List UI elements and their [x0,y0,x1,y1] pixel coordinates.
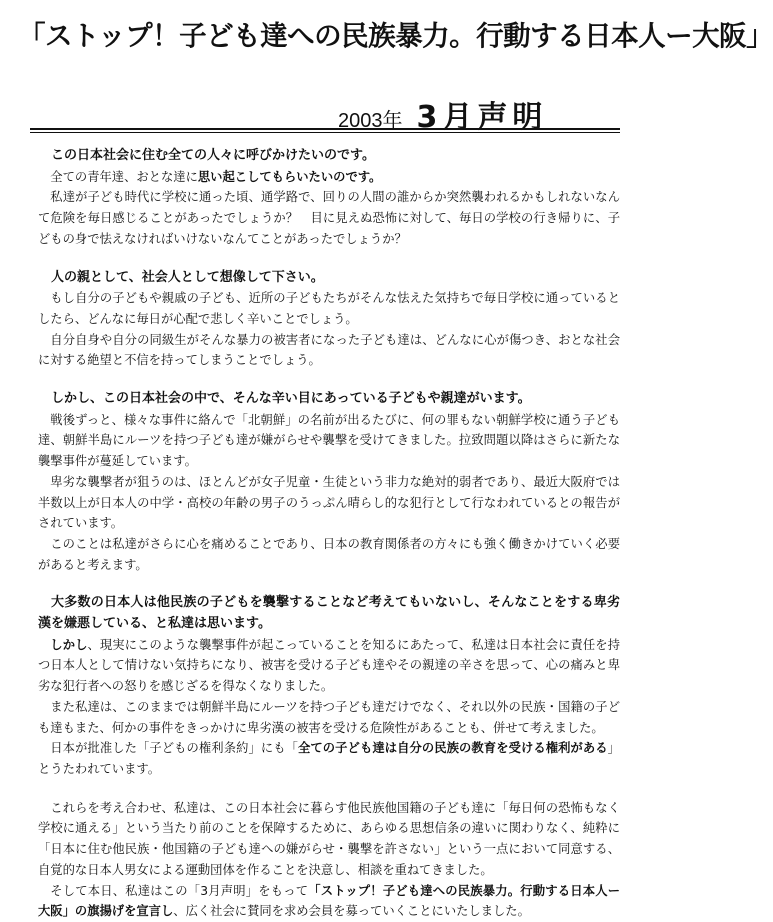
statement-year: 2003年 [338,110,403,132]
text-run: 」とうたわれています。 [38,741,620,776]
paragraph [38,881,620,922]
paragraph: もし自分の子どもや親戚の子ども、近所の子どもたちがそんな怯えた気持ちで毎日学校に通っているとしたら、どんなに毎日が心配で悲しく辛いことでしょう。 [38,291,620,326]
statement-body [38,146,620,922]
section-lead: この日本社会に住む全ての人々に呼びかけたいのです。 [51,148,375,163]
text-run: 、広く社会に賛同を求め会員を募っていくことにいたしました。 [173,904,530,919]
paragraph [38,167,620,188]
page-title: 「ストップ！子ども達への民族暴力。行動する日本人ー大阪」 [18,20,773,52]
statement-label: 3月声明 [416,100,548,135]
section-lead: しかし、この日本社会の中で、そんな辛い目にあっている子どもや親達がいます。 [51,391,531,407]
text-run: 全ての青年達、おとな達に [50,169,198,184]
paragraph: 戦後ずっと、様々な事件に絡んで「北朝鮮」の名前が出るたびに、何の罪もない朝鮮学校に通う子ども達、朝鮮半島にルーツを持つ子ども達が嫌がらせや襲撃を受けてきました。拉致問題以降はさらに新たな襲撃事件が蔓延しています。 [38,412,620,469]
paragraph: 卑劣な襲撃者が狙うのは、ほとんどが女子児童・生徒という非力な絶対的弱者であり、最近大阪府では半数以上が日本人の中学・高校の年齢の男子のうっぷん晴らし的な犯行として行なわれているとの報告がされています。 [38,474,620,531]
paragraph [38,738,620,779]
title-divider [30,128,620,133]
emphasis: 思い起こしてもらいたいのです。 [197,169,382,184]
section-lead: 大多数の日本人は他民族の子どもを襲撃することなど考えてもいないし、そんなことをする卑劣漢を嫌悪している、と私達は思います。 [38,595,620,632]
emphasis: 全ての子ども達は自分の民族の教育を受ける権利がある [298,741,608,756]
paragraph: また私達は、このままでは朝鮮半島にルーツを持つ子ども達だけでなく、それ以外の民族・国籍の子ども達もまた、何かの事件をきっかけに卑劣漢の被害を受ける危険性があることも、併せて考えました。 [38,699,620,735]
paragraph: 自分自身や自分の同級生がそんな暴力の被害者になった子ども達は、どんなに心が傷つき、おとな社会に対する絶望と不信を持ってしまうことでしょう。 [38,332,620,368]
emphasis: 「ストップ！子ども達への民族暴力。行動する日本人ー大阪」の旗揚げを宣言し [38,883,620,919]
text-run: 日本が批准した「子どもの権利条約」にも「 [50,741,299,756]
text-run: そして本日、私達はこの「3月声明」をもって [50,883,309,898]
paragraph: このことは私達がさらに心を痛めることであり、日本の教育関係者の方々にも強く働きかけていく必要があると考えます。 [38,536,620,572]
emphasis: しかし [50,637,88,652]
paragraph: 私達が子ども時代に学校に通った頃、通学路で、回りの人間の誰からか突然襲われるかもしれないなんて危険を毎日感じることがあったでしょうか？ 目に見えぬ恐怖に対して、毎日の学校の行き帰りに、子どもの身で怯えなければいけないなんてことがあったでしょうか？ [38,190,620,246]
text-run: 、現実にこのような襲撃事件が起こっていることを知るにあたって、私達は日本社会に責任を持つ日本人として情けない気持ちになり、被害を受ける子ども達やその親達の辛さを思って、心の痛みと卑劣な犯行者への怒りを感じざるを得なくなりました。 [38,637,620,694]
paragraph: これらを考え合わせ、私達は、この日本社会に暮らす他民族他国籍の子ども達に「毎日何の恐怖もなく学校に通える」という当たり前のことを保障するために、あらゆる思想信条の違いに関わりなく、純粋に「日本に住む他民族・他国籍の子ども達への嫌がらせ・襲撃を許さない」という一点において同意する、自覚的な日本人男女による運動団体を作ることを決意し、相談を重ねてきました。 [38,800,620,877]
section-lead: 人の親として、社会人として想像して下さい。 [51,269,324,285]
paragraph [38,635,620,697]
